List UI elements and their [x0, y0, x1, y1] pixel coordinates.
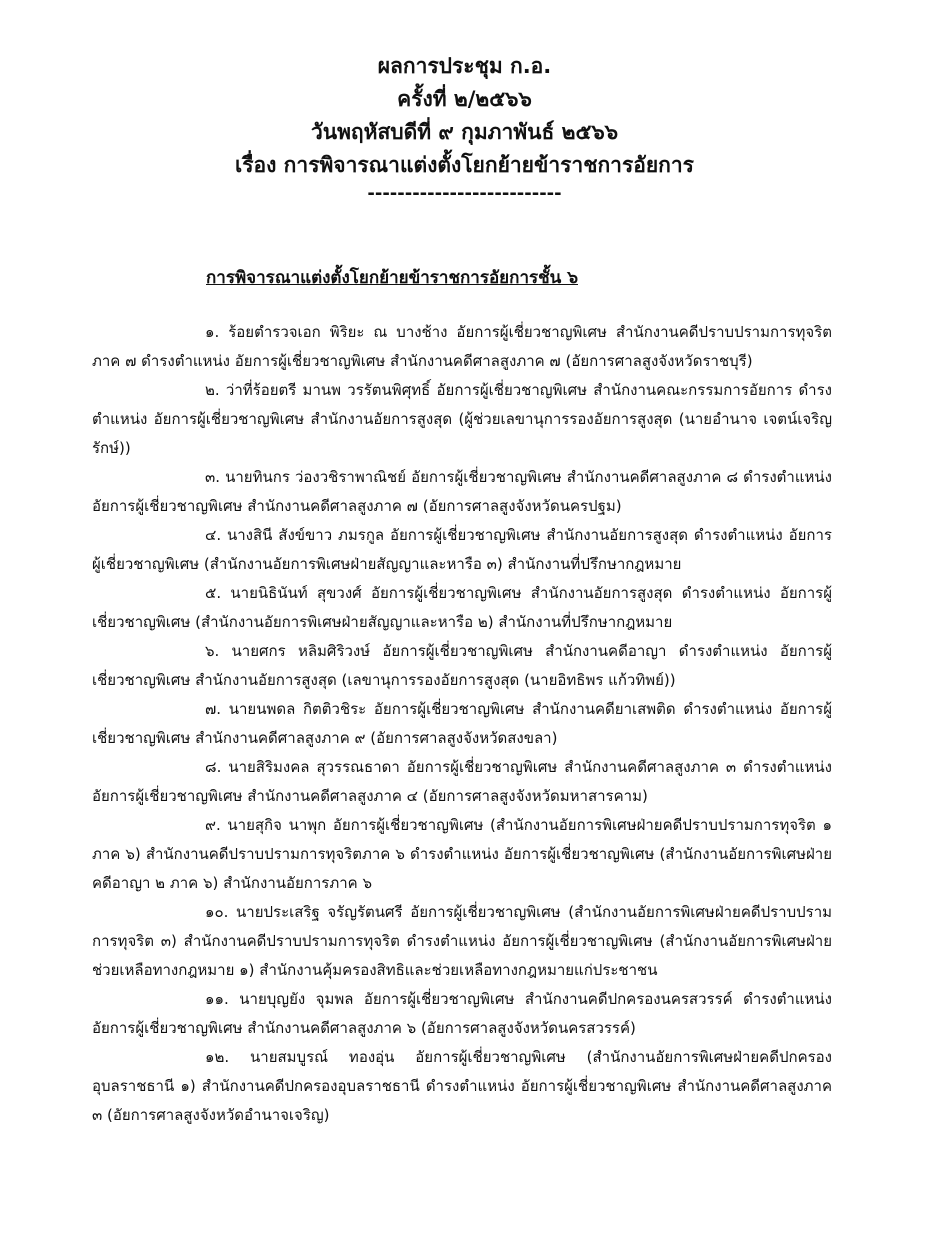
list-item: ๑๒. นายสมบูรณ์ ทองอุ่น อัยการผู้เชี่ยวชาญพิเศษ (สำนักงานอัยการพิเศษฝ่ายคดีปกครองอุบลราชธานี ๑) สำนักงานคดีปกครองอุบลราชธานี ดำรงตำแหน่ง อัยการผู้เชี่ยวชาญพิเศษ สำนักงานคดีศาลสูงภาค ๓ (อัยการศาลสูงจังหวัดอำนาจเจริญ) [92, 1048, 832, 1124]
list-item: ๗. นายนพดล กิตติวชิระ อัยการผู้เชี่ยวชาญพิเศษ สำนักงานคดียาเสพติด ดำรงตำแหน่ง อัยการผู้เชี่ยวชาญพิเศษ สำนักงานคดีศาลสูงภาค ๙ (อัยการศาลสูงจังหวัดสงขลา) [92, 700, 832, 747]
meeting-number: ครั้งที่ ๒/๒๕๖๖ [397, 87, 532, 111]
meeting-title: ผลการประชุม ก.อ. [377, 54, 552, 78]
list-item: ๑๑. นายบุญยัง จุมพล อัยการผู้เชี่ยวชาญพิเศษ สำนักงานคดีปกครองนครสวรรค์ ดำรงตำแหน่ง อัยการผู้เชี่ยวชาญพิเศษ สำนักงานคดีศาลสูงภาค ๖ (อัยการศาลสูงจังหวัดนครสวรรค์) [92, 990, 832, 1037]
meeting-date: วันพฤหัสบดีที่ ๙ กุมภาพันธ์ ๒๕๖๖ [310, 120, 619, 144]
appointment-list [92, 318, 832, 1130]
document-header [0, 50, 929, 206]
list-item: ๑. ร้อยตำรวจเอก พิริยะ ณ บางช้าง อัยการผู้เชี่ยวชาญพิเศษ สำนักงานคดีปราบปรามการทุจริตภาค ๗ ดำรงตำแหน่ง อัยการผู้เชี่ยวชาญพิเศษ สำนักงานคดีศาลสูงภาค ๗ (อัยการศาลสูงจังหวัดราชบุรี) [92, 323, 832, 370]
list-item: ๙. นายสุกิจ นาพุก อัยการผู้เชี่ยวชาญพิเศษ (สำนักงานอัยการพิเศษฝ่ายคดีปราบปรามการทุจริต ๑ ภาค ๖) สำนักงานคดีปราบปรามการทุจริตภาค ๖ ดำรงตำแหน่ง อัยการผู้เชี่ยวชาญพิเศษ (สำนักงานอัยการพิเศษฝ่ายคดีอาญา ๒ ภาค ๖) สำนักงานอัยการภาค ๖ [92, 816, 832, 892]
section-title: การพิจารณาแต่งตั้งโยกย้ายข้าราชการอัยการชั้น ๖ [206, 268, 578, 288]
list-item: ๖. นายศกร หลิมศิริวงษ์ อัยการผู้เชี่ยวชาญพิเศษ สำนักงานคดีอาญา ดำรงตำแหน่ง อัยการผู้เชี่ยวชาญพิเศษ สำนักงานอัยการสูงสุด (เลขานุการรองอัยการสูงสุด (นายอิทธิพร แก้วทิพย์)) [92, 642, 832, 689]
list-item: ๒. ว่าที่ร้อยตรี มานพ วรรัตนพิศุทธิ์ อัยการผู้เชี่ยวชาญพิเศษ สำนักงานคณะกรรมการอัยการ ดำรงตำแหน่ง อัยการผู้เชี่ยวชาญพิเศษ สำนักงานอัยการสูงสุด (ผู้ช่วยเลขานุการรองอัยการสูงสุด (นายอำนาจ เจตน์เจริญรักษ์)) [92, 381, 832, 457]
list-item: ๓. นายทินกร ว่องวชิราพาณิชย์ อัยการผู้เชี่ยวชาญพิเศษ สำนักงานคดีศาลสูงภาค ๘ ดำรงตำแหน่ง อัยการผู้เชี่ยวชาญพิเศษ สำนักงานคดีศาลสูงภาค ๗ (อัยการศาลสูงจังหวัดนครปฐม) [92, 468, 832, 515]
list-item: ๑๐. นายประเสริฐ จรัญรัตนศรี อัยการผู้เชี่ยวชาญพิเศษ (สำนักงานอัยการพิเศษฝ่ายคดีปราบปรามการทุจริต ๓) สำนักงานคดีปราบปรามการทุจริต ดำรงตำแหน่ง อัยการผู้เชี่ยวชาญพิเศษ (สำนักงานอัยการพิเศษฝ่ายช่วยเหลือทางกฎหมาย ๑) สำนักงานคุ้มครองสิทธิและช่วยเหลือทางกฎหมายแก่ประชาชน [92, 903, 832, 979]
list-item: ๕. นายนิธินันท์ สุขวงศ์ อัยการผู้เชี่ยวชาญพิเศษ สำนักงานอัยการสูงสุด ดำรงตำแหน่ง อัยการผู้เชี่ยวชาญพิเศษ (สำนักงานอัยการพิเศษฝ่ายสัญญาและหารือ ๒) สำนักงานที่ปรึกษากฎหมาย [92, 584, 832, 631]
meeting-subject: เรื่อง การพิจารณาแต่งตั้งโยกย้ายข้าราชการอัยการ [235, 153, 694, 177]
list-item: ๘. นายสิริมงคล สุวรรณธาดา อัยการผู้เชี่ยวชาญพิเศษ สำนักงานคดีศาลสูงภาค ๓ ดำรงตำแหน่ง อัยการผู้เชี่ยวชาญพิเศษ สำนักงานคดีศาลสูงภาค ๔ (อัยการศาลสูงจังหวัดมหาสารคาม) [92, 758, 832, 805]
header-separator: -------------------------- [367, 183, 562, 204]
list-item: ๔. นางสินี สังข์ขาว ภมรกูล อัยการผู้เชี่ยวชาญพิเศษ สำนักงานอัยการสูงสุด ดำรงตำแหน่ง อัยการผู้เชี่ยวชาญพิเศษ (สำนักงานอัยการพิเศษฝ่ายสัญญาและหารือ ๓) สำนักงานที่ปรึกษากฎหมาย [92, 526, 832, 573]
